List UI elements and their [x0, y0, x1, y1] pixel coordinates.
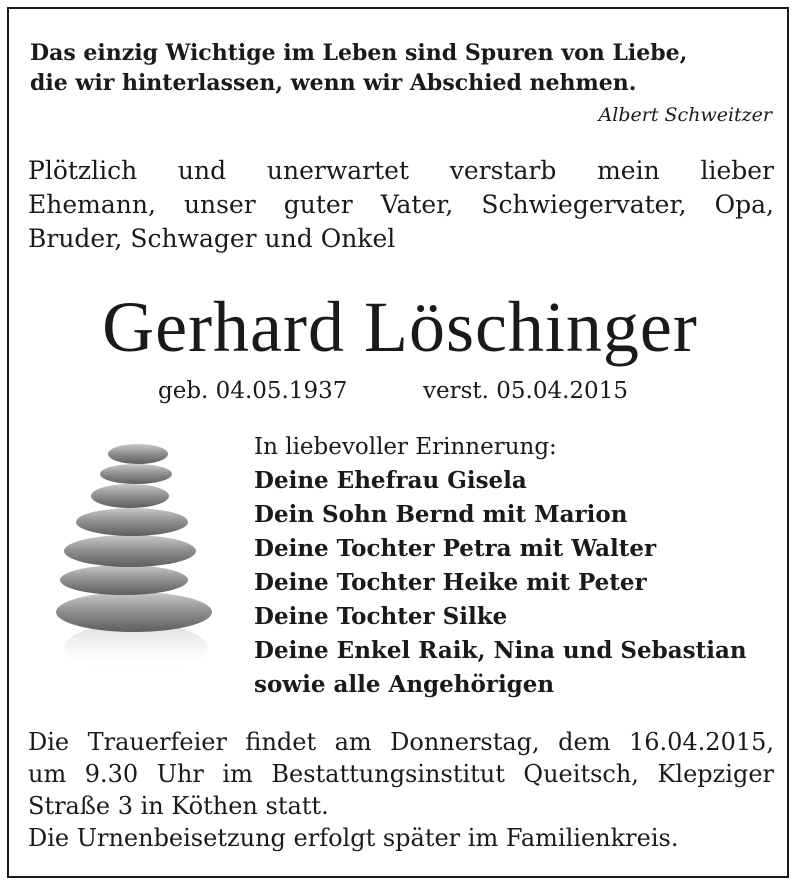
mourner: sowie alle Angehörigen	[254, 671, 555, 698]
quote-line: Das einzig Wichtige im Leben sind Spuren von Liebe,	[30, 40, 688, 66]
mourner: Deine Tochter Heike mit Peter	[254, 569, 647, 596]
intro-text	[28, 154, 774, 256]
service-line: Die Trauerfeier findet am Donnerstag, dem 16.04.2015,	[28, 728, 774, 756]
mourner: Deine Tochter Petra mit Walter	[254, 535, 657, 562]
service-line: um 9.30 Uhr im Bestattungsinstitut Queitsch, Klepziger	[28, 760, 774, 788]
service-line: Straße 3 in Köthen statt.	[28, 792, 329, 820]
birth-date: geb. 04.05.1937	[158, 378, 348, 404]
intro-line: Ehemann, unser guter Vater, Schwiegervater, Opa,	[28, 190, 774, 219]
quote-line: die wir hinterlassen, wenn wir Abschied nehmen.	[30, 70, 637, 96]
mourner: Dein Sohn Bernd mit Marion	[254, 501, 628, 528]
stacked-stones-icon	[46, 436, 216, 706]
death-date: verst. 05.04.2015	[423, 378, 628, 404]
mourners-lead: In liebevoller Erinnerung:	[254, 434, 557, 460]
mourners	[254, 430, 784, 702]
quote-author: Albert Schweitzer	[598, 104, 772, 126]
mourner: Deine Enkel Raik, Nina und Sebastian	[254, 637, 747, 664]
intro-line: Bruder, Schwager und Onkel	[28, 224, 396, 253]
deceased-name: Gerhard Löschinger	[102, 287, 698, 367]
service-info	[28, 726, 774, 854]
quote	[30, 38, 772, 98]
mourner: Deine Ehefrau Gisela	[254, 467, 527, 494]
mourner: Deine Tochter Silke	[254, 603, 508, 630]
intro-line: Plötzlich und unerwartet verstarb mein lieber	[28, 156, 774, 185]
service-line: Die Urnenbeisetzung erfolgt später im Familienkreis.	[28, 824, 679, 852]
